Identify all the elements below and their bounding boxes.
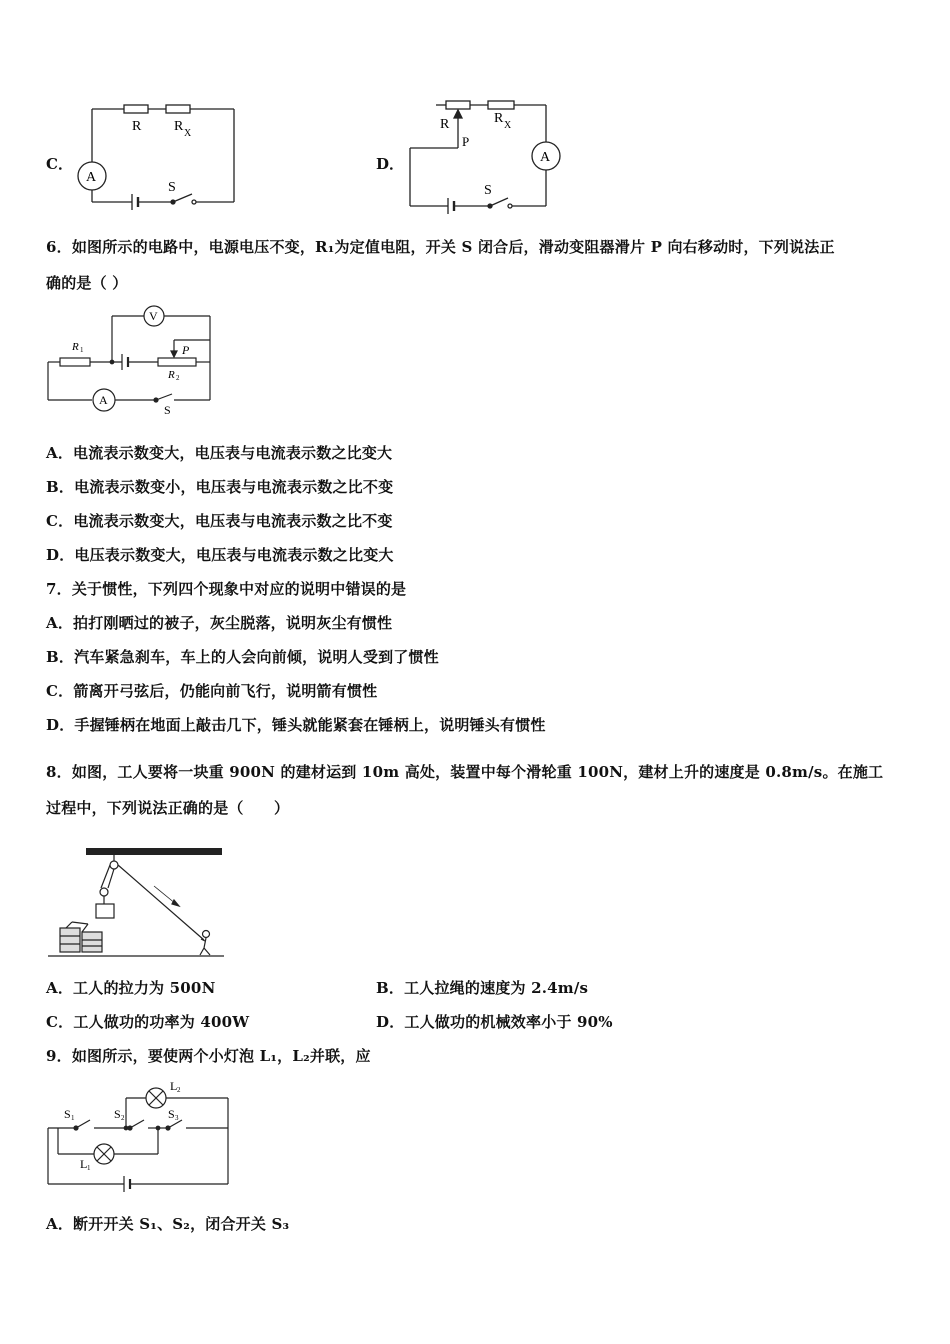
q7-option-a: A．拍打刚晒过的被子，灰尘脱落，说明灰尘有惯性	[46, 614, 393, 632]
q8-stem-line1: 8．如图，工人要将一块重 900N 的建材运到 10m 高处，装置中每个滑轮重 100N，建材上升的速度是 0.8m/s。在施工	[46, 763, 884, 781]
q6-option-b: B．电流表示数变小，电压表与电流表示数之比不变	[46, 478, 394, 496]
option-c-label: C．	[46, 155, 73, 173]
label-s3-sub: 3	[175, 1114, 179, 1122]
movable-pulley	[100, 888, 108, 896]
q8-option-a: A．工人的拉力为 500N	[46, 979, 216, 997]
q6-option-a: A．电流表示数变大，电压表与电流表示数之比变大	[46, 444, 393, 462]
q8-option-d: D．工人做功的机械效率小于 90%	[376, 1013, 613, 1031]
q8-option-b: B．工人拉绳的速度为 2.4m/s	[376, 979, 589, 997]
fixed-pulley	[110, 861, 118, 869]
q7-option-c: C．箭离开弓弦后，仍能向前飞行，说明箭有惯性	[46, 682, 378, 700]
ammeter-label: A	[99, 393, 108, 407]
label-r2-sub: 2	[176, 374, 180, 382]
switch-label: S	[164, 403, 171, 417]
switch-label: S	[484, 183, 492, 198]
q8-option-c: C．工人做功的功率为 400W	[46, 1013, 250, 1031]
q7-option-d: D．手握锤柄在地面上敲击几下，锤头就能紧套在锤柄上，说明锤头有惯性	[46, 716, 546, 734]
label-rx: R	[174, 119, 184, 134]
label-s2: S	[114, 1107, 121, 1121]
q7-stem: 7．关于惯性，下列四个现象中对应的说明中错误的是	[46, 580, 407, 598]
q9-stem: 9．如图所示，要使两个小灯泡 L₁，L₂并联，应	[46, 1047, 371, 1065]
ammeter-label: A	[86, 170, 97, 185]
label-l1: L	[80, 1157, 88, 1171]
q6-circuit-diagram	[44, 304, 216, 416]
option-d-label: D．	[376, 155, 405, 173]
q8-stem-line2: 过程中，下列说法正确的是（ ）	[46, 799, 290, 817]
label-rx: R	[494, 111, 504, 126]
ceiling-beam	[86, 848, 222, 855]
label-r1-sub: 1	[80, 346, 84, 354]
label-rx-sub: X	[184, 128, 192, 139]
switch-label: S	[168, 180, 176, 195]
q9-circuit-diagram	[44, 1076, 234, 1196]
building-material	[96, 904, 114, 918]
label-s1: S	[64, 1107, 71, 1121]
circuit-diagram-d	[408, 96, 568, 216]
label-rx-sub: X	[504, 120, 512, 131]
q9-option-a: A．断开开关 S₁、S₂，闭合开关 S₃	[46, 1215, 290, 1233]
label-l1-sub: 1	[87, 1164, 91, 1172]
voltmeter-label: V	[149, 309, 158, 323]
q6-stem-line1: 6．如图所示的电路中，电源电压不变，R₁为定值电阻，开关 S 闭合后，滑动变阻器滑片 P 向右移动时，下列说法正	[46, 238, 835, 256]
label-p: P	[462, 134, 470, 149]
ammeter-label: A	[540, 150, 551, 165]
q6-option-d: D．电压表示数变大，电压表与电流表示数之比变大	[46, 546, 394, 564]
pulley-diagram	[46, 846, 226, 961]
label-r2: R	[168, 369, 175, 381]
label-r: R	[440, 117, 450, 132]
label-p: P	[182, 343, 190, 357]
label-r1: R	[72, 341, 79, 353]
q6-stem-line2: 确的是（ ）	[46, 274, 128, 292]
circuit-diagram-c	[74, 100, 244, 215]
label-s1-sub: 1	[71, 1114, 75, 1122]
label-s3: S	[168, 1107, 175, 1121]
label-l2-sub: 2	[177, 1086, 181, 1094]
label-s2-sub: 2	[121, 1114, 125, 1122]
worker-figure	[200, 931, 210, 956]
label-r: R	[132, 119, 142, 134]
q6-option-c: C．电流表示数变大，电压表与电流表示数之比不变	[46, 512, 393, 530]
q7-option-b: B．汽车紧急刹车，车上的人会向前倾，说明人受到了惯性	[46, 648, 439, 666]
label-l2: L	[170, 1079, 178, 1093]
